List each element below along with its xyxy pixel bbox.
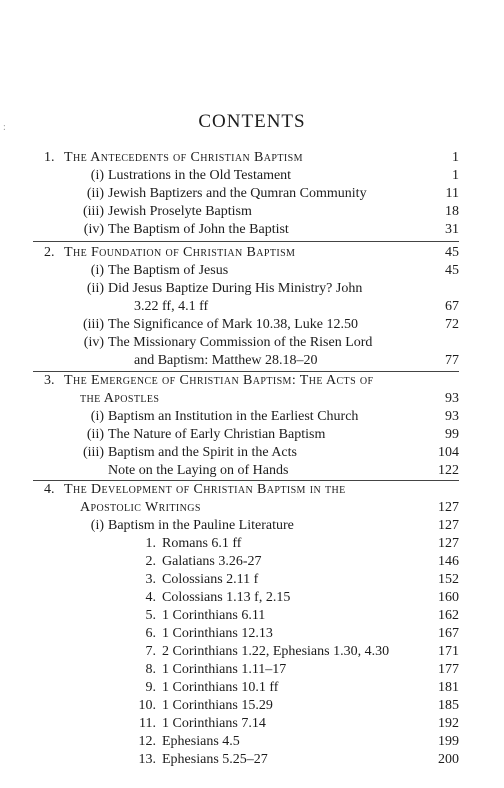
- subentry-number: 3.: [145, 572, 156, 587]
- page-number: 177: [438, 662, 459, 677]
- page-number: 72: [445, 317, 459, 332]
- toc-entry: [0, 462, 504, 480]
- chapter-title-continuation: the Apostles: [80, 391, 160, 406]
- chapter-title: The Antecedents of Christian Baptism: [64, 150, 303, 165]
- page-number: 127: [438, 536, 459, 551]
- margin-mark: :: [3, 122, 6, 133]
- subentry-title: Ephesians 5.25–27: [162, 752, 268, 767]
- page-number: 181: [438, 680, 459, 695]
- toc-subentry: [0, 589, 504, 607]
- chapter-number: 3.: [44, 373, 55, 388]
- page-title: CONTENTS: [198, 111, 306, 132]
- entry-title: Jewish Proselyte Baptism: [108, 204, 252, 219]
- chapter-number: 1.: [44, 150, 55, 165]
- toc-entry: [0, 408, 504, 426]
- entry-title: Note on the Laying on of Hands: [108, 463, 289, 478]
- entry-title: Baptism in the Pauline Literature: [108, 518, 294, 533]
- toc-entry: [0, 517, 504, 535]
- toc-subentry: [0, 679, 504, 697]
- toc-subentry: [0, 607, 504, 625]
- entry-number: (ii): [86, 186, 104, 201]
- page-number: 171: [438, 644, 459, 659]
- page-number: 122: [438, 463, 459, 478]
- subentry-title: Romans 6.1 ff: [162, 536, 242, 551]
- page-number: 45: [445, 263, 459, 278]
- toc-entry: [0, 185, 504, 203]
- entry-title: Lustrations in the Old Testament: [108, 168, 292, 183]
- subentry-number: 11.: [139, 716, 156, 731]
- toc-entry-continuation: [0, 352, 504, 370]
- toc-subentry: [0, 535, 504, 553]
- entry-title: The Significance of Mark 10.38, Luke 12.50: [108, 317, 358, 332]
- subentry-title: Colossians 1.13 f, 2.15: [162, 590, 291, 605]
- subentry-number: 9.: [145, 680, 156, 695]
- page-number: 99: [445, 427, 459, 442]
- entry-number: (iii): [83, 445, 104, 460]
- toc-subentry: [0, 553, 504, 571]
- subentry-title: Ephesians 4.5: [162, 734, 240, 749]
- toc-subentry: [0, 733, 504, 751]
- subentry-number: 1.: [145, 536, 156, 551]
- entry-number: (iv): [83, 335, 104, 350]
- chapter-heading-continuation: [0, 390, 504, 408]
- chapter-title-continuation: Apostolic Writings: [80, 500, 201, 515]
- page-number: 1: [452, 168, 459, 183]
- subentry-title: 1 Corinthians 10.1 ff: [162, 680, 279, 695]
- page-number: 146: [438, 554, 459, 569]
- subentry-number: 4.: [145, 590, 156, 605]
- toc-subentry: [0, 697, 504, 715]
- chapter-heading: [0, 149, 504, 167]
- entry-number: (i): [90, 409, 104, 424]
- subentry-title: 1 Corinthians 12.13: [162, 626, 273, 641]
- page-number: 160: [438, 590, 459, 605]
- entry-title-continuation: 3.22 ff, 4.1 ff: [134, 299, 209, 314]
- chapter-heading: [0, 244, 504, 262]
- subentry-title: 2 Corinthians 1.22, Ephesians 1.30, 4.30: [162, 644, 390, 659]
- page-number: 1: [452, 150, 459, 165]
- toc-subentry: [0, 643, 504, 661]
- page-number: 93: [445, 391, 459, 406]
- page-number: 185: [438, 698, 459, 713]
- entry-title: Jewish Baptizers and the Qumran Community: [108, 186, 367, 201]
- page-number: 11: [445, 186, 459, 201]
- entry-number: (iv): [83, 222, 104, 237]
- subentry-number: 10.: [138, 698, 156, 713]
- page-number: 167: [438, 626, 459, 641]
- entry-number: (ii): [86, 281, 104, 296]
- chapter-number: 2.: [44, 245, 55, 260]
- entry-title: The Nature of Early Christian Baptism: [108, 427, 326, 442]
- toc-subentry: [0, 751, 504, 769]
- entry-title: The Missionary Commission of the Risen Lord: [108, 335, 373, 350]
- entry-title: Did Jesus Baptize During His Ministry? John: [108, 281, 363, 296]
- subentry-title: 1 Corinthians 1.11–17: [162, 662, 287, 677]
- toc-entry: [0, 262, 504, 280]
- subentry-title: Colossians 2.11 f: [162, 572, 259, 587]
- page-number: 162: [438, 608, 459, 623]
- page-number: 104: [438, 445, 459, 460]
- chapter-title: The Emergence of Christian Baptism: The Acts of: [64, 373, 374, 388]
- chapter-title: The Foundation of Christian Baptism: [64, 245, 296, 260]
- subentry-number: 5.: [145, 608, 156, 623]
- subentry-number: 7.: [145, 644, 156, 659]
- entry-number: (iii): [83, 204, 104, 219]
- page-number: 127: [438, 500, 459, 515]
- entry-number: (i): [90, 263, 104, 278]
- toc-subentry: [0, 571, 504, 589]
- toc-entry: [0, 316, 504, 334]
- page-number: 77: [445, 353, 459, 368]
- chapter-heading: [0, 372, 504, 390]
- subentry-title: 1 Corinthians 7.14: [162, 716, 266, 731]
- page-number: 192: [438, 716, 459, 731]
- toc-subentry: [0, 661, 504, 679]
- toc-subentry: [0, 625, 504, 643]
- page-number: 93: [445, 409, 459, 424]
- chapter-heading-continuation: [0, 499, 504, 517]
- entry-title: The Baptism of John the Baptist: [108, 222, 289, 237]
- entry-number: (ii): [86, 427, 104, 442]
- chapter-number: 4.: [44, 482, 55, 497]
- toc-entry: [0, 203, 504, 221]
- toc-entry: [0, 167, 504, 185]
- entry-number: (i): [90, 518, 104, 533]
- subentry-number: 2.: [145, 554, 156, 569]
- toc-entry: [0, 221, 504, 239]
- entry-number: (iii): [83, 317, 104, 332]
- subentry-number: 6.: [145, 626, 156, 641]
- chapter-heading: [0, 481, 504, 499]
- toc-entry-continuation: [0, 298, 504, 316]
- entry-title-continuation: and Baptism: Matthew 28.18–20: [134, 353, 318, 368]
- entry-title: Baptism an Institution in the Earliest Church: [108, 409, 359, 424]
- subentry-number: 12.: [138, 734, 156, 749]
- page-number: 18: [445, 204, 459, 219]
- section-divider: [33, 241, 459, 242]
- entry-title: Baptism and the Spirit in the Acts: [108, 445, 297, 460]
- subentry-title: 1 Corinthians 6.11: [162, 608, 266, 623]
- page-number: 199: [438, 734, 459, 749]
- subentry-title: 1 Corinthians 15.29: [162, 698, 273, 713]
- page-number: 67: [445, 299, 459, 314]
- toc-entry: [0, 426, 504, 444]
- chapter-title: The Development of Christian Baptism in the: [64, 482, 346, 497]
- toc-entry: [0, 280, 504, 298]
- entry-number: (i): [90, 168, 104, 183]
- page-number: 45: [445, 245, 459, 260]
- subentry-title: Galatians 3.26-27: [162, 554, 262, 569]
- page-number: 200: [438, 752, 459, 767]
- toc-entry: [0, 334, 504, 352]
- subentry-number: 13.: [138, 752, 156, 767]
- entry-title: The Baptism of Jesus: [108, 263, 229, 278]
- page-number: 127: [438, 518, 459, 533]
- toc-subentry: [0, 715, 504, 733]
- toc-entry: [0, 444, 504, 462]
- page-number: 152: [438, 572, 459, 587]
- subentry-number: 8.: [145, 662, 156, 677]
- page-number: 31: [445, 222, 459, 237]
